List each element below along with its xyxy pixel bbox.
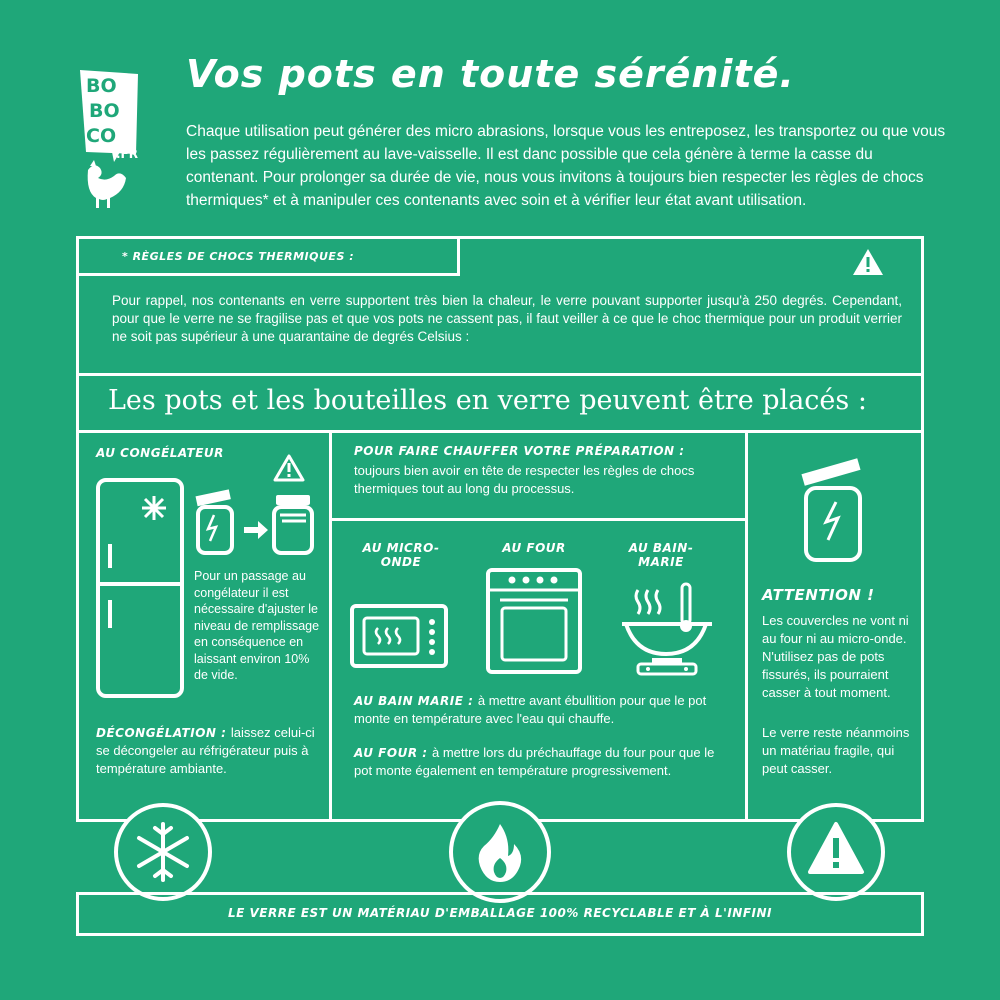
rules-text: Pour rappel, nos contenants en verre supportent très bien la chaleur, le verre pouvant supporter jusqu'à 250 degrés. Cependant, pour que le verre ne se fragilise pas et que vos pots ne cassent pas, il faut veiller à ce que le choc thermique pour un produit verrier ne soit pas supérieur à une quarantaine de degrés Celsius :: [112, 293, 902, 344]
thaw-block: [96, 724, 324, 778]
divider-right: [745, 430, 748, 822]
divider-left: [329, 430, 332, 822]
logo-line-2: BO: [89, 100, 120, 122]
four-block: [354, 744, 724, 780]
logo-domain: .FR: [116, 147, 138, 161]
bm-block: [354, 692, 724, 728]
bain-marie-icon: [618, 582, 714, 683]
four-text: à mettre lors du préchauffage du four pour que le pot monte également en température progressivement.: [354, 745, 715, 778]
divider-heating: [329, 518, 748, 521]
logo-line-1: BO: [86, 75, 117, 97]
bainmarie-label: AU BAIN-MARIE: [628, 541, 694, 569]
page-title: Vos pots en toute sérénité.: [186, 52, 795, 96]
logo-line-3: CO: [86, 125, 117, 147]
broken-jar-icon: [798, 452, 868, 569]
rules-heading: * RÈGLES DE CHOCS THERMIQUES :: [122, 250, 355, 263]
rooster-icon: [88, 160, 126, 208]
oven-label: AU FOUR: [502, 541, 566, 555]
microwave-icon: [350, 604, 450, 673]
bm-text: à mettre avant ébullition pour que le pot monte en température avec l'eau qui chauffe.: [354, 693, 707, 726]
warning-icon: [274, 455, 304, 486]
thaw-text: laissez celui-ci se décongeler au réfrigérateur puis à température ambiante.: [96, 725, 315, 776]
thaw-heading: DÉCONGÉLATION :: [96, 726, 227, 740]
freezer-heading: AU CONGÉLATEUR: [96, 446, 224, 460]
heating-text: toujours bien avoir en tête de respecter les règles de chocs thermiques tout au long du processus.: [354, 463, 695, 496]
footer-text: LE VERRE EST UN MATÉRIAU D'EMBALLAGE 100% RECYCLABLE ET À L'INFINI: [227, 906, 773, 920]
attention-text-1: Les couvercles ne vont ni au four ni au micro-onde. N'utilisez pas de pots fissurés, ils pourraient casser à tout moment.: [762, 613, 909, 700]
oven-icon: [486, 568, 582, 679]
placement-title: Les pots et les bouteilles en verre peuvent être placés :: [108, 385, 867, 416]
microwave-label: AU MICRO-ONDE: [362, 541, 440, 569]
freezer-text: Pour un passage au congélateur il est nécessaire d'ajuster le niveau de remplissage en conséquence en laissant environ 10% de vide.: [194, 569, 320, 682]
fridge-icon: [96, 478, 186, 703]
heating-heading: POUR FAIRE CHAUFFER VOTRE PRÉPARATION :: [354, 444, 685, 458]
warning-icon: [852, 248, 884, 281]
bobocco-logo: [80, 70, 180, 210]
four-heading: AU FOUR :: [354, 746, 428, 760]
intro-text: Chaque utilisation peut générer des micro abrasions, lorsque vous les entreposez, les transportez ou que vous les passez régulièrement au lave-vaisselle. Il est danc possible que cela génère à terme la casse du contenant. Pour prolonger sa durée de vie, nous vous invitons à toujours bien respecter les règles de chocs thermiques* et à manipuler ces contenants avec soin et à vérifier leur état avant utilisation.: [186, 123, 946, 209]
jar-icon: [192, 487, 322, 562]
bm-heading: AU BAIN MARIE :: [354, 694, 474, 708]
attention-heading: ATTENTION !: [762, 586, 875, 604]
attention-text-2: Le verre reste néanmoins un matériau fragile, qui peut casser.: [762, 725, 910, 776]
